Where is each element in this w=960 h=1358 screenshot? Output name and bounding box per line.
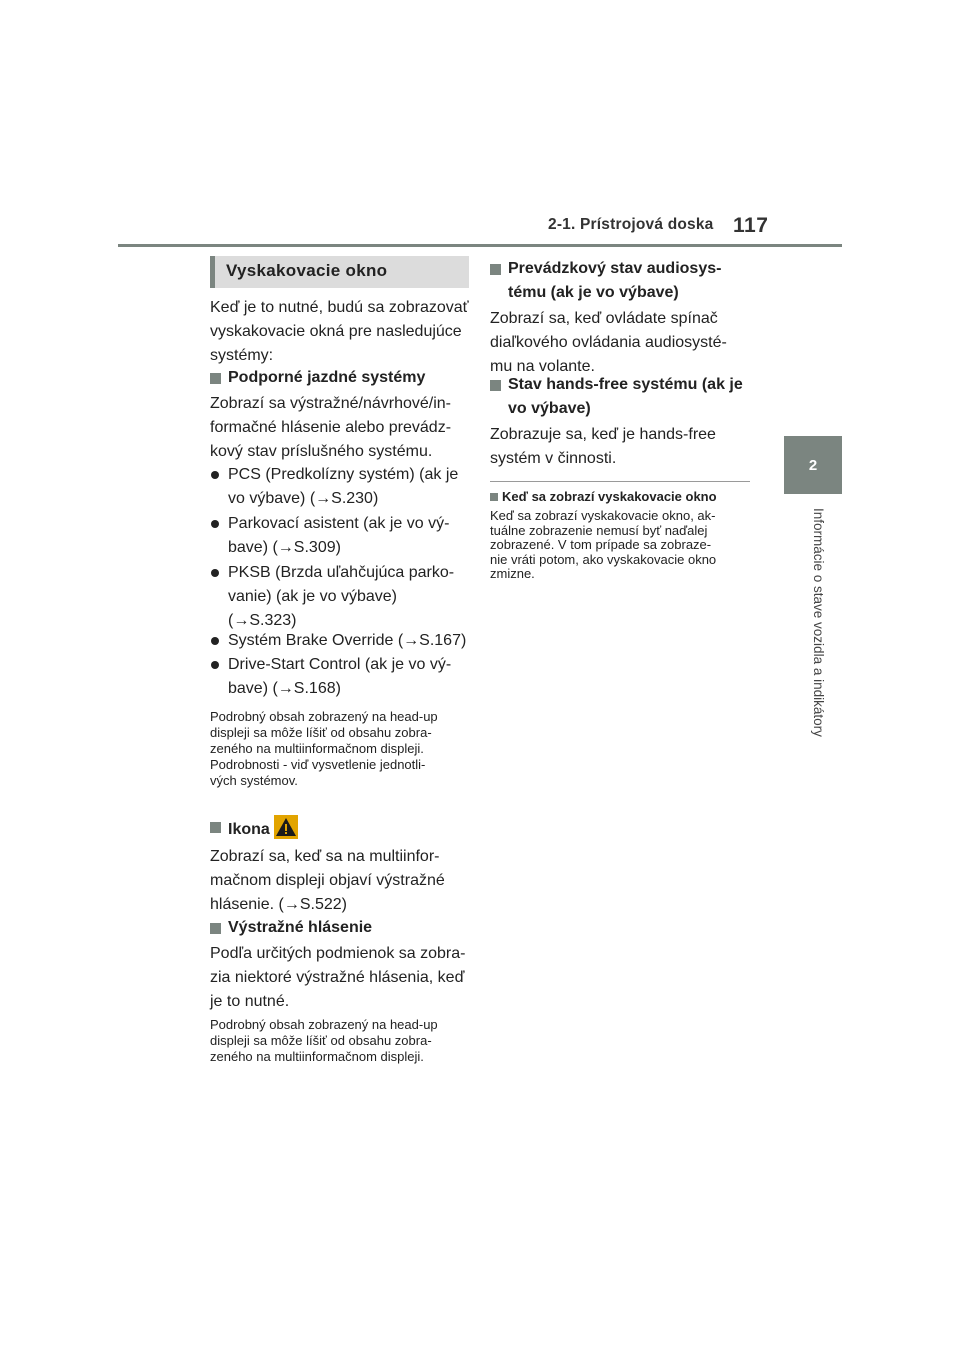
text-line: hlásenie. (→S.522): [210, 896, 347, 913]
text-line: Podrobnosti - viď vysvetlenie jednotli-: [210, 757, 426, 772]
square-bullet-icon: [210, 822, 221, 833]
audio-status-paragraph: [490, 307, 752, 379]
text-line: Podrobný obsah zobrazený na head-up: [210, 709, 438, 724]
text-line: kový stav príslušného systému.: [210, 443, 433, 460]
text-line: zeného na multiinformačnom displeji.: [210, 741, 424, 756]
text-line: vo výbave) (→S.230): [228, 490, 379, 507]
section-title: Vyskakovacie okno: [226, 261, 388, 280]
heading-text: vo výbave): [508, 400, 591, 417]
text-line: zmizne.: [490, 566, 535, 581]
square-bullet-icon: [210, 923, 221, 934]
header-rule: [118, 244, 842, 247]
text-line: PCS (Predkolízny systém) (ak je: [228, 466, 459, 483]
icon-paragraph: [210, 845, 472, 917]
text-line: systém v činnosti.: [490, 450, 617, 467]
heading-warning-message: [210, 916, 472, 940]
text-line: Zobrazuje sa, keď je hands-free: [490, 426, 716, 443]
text-line: zia niektoré výstražné hlásenia, keď: [210, 969, 465, 986]
text-line: Systém Brake Override (→S.167): [228, 632, 467, 649]
text-line: nie vráti potom, ako vyskakovacie okno: [490, 551, 717, 567]
text-line: mu na volante.: [490, 358, 595, 375]
heading-text: Prevádzkový stav audiosys-: [508, 260, 722, 277]
text-line: Podrobný obsah zobrazený na head-up: [210, 1017, 438, 1032]
text-line: formačné hlásenie alebo prevádz-: [210, 419, 452, 436]
text-line: systémy:: [210, 347, 274, 364]
heading-text: tému (ak je vo výbave): [508, 284, 679, 301]
text-line: displeji sa môže líšiť od obsahu zobra-: [210, 725, 432, 740]
text-line: Keď sa zobrazí vyskakovacie okno, ak-: [490, 508, 716, 523]
text-line: diaľkového ovládania audiosysté-: [490, 334, 727, 351]
divider: [490, 481, 750, 482]
bullet-dot-icon: [211, 471, 219, 479]
bullet-dot-icon: [211, 637, 219, 645]
info-heading: [490, 489, 752, 505]
text-line: bave) (→S.168): [228, 680, 341, 697]
intro-paragraph: [210, 296, 472, 368]
text-line: Keď je to nutné, budú sa zobrazovať: [210, 299, 469, 316]
text-line: mačnom displeji objaví výstražné: [210, 872, 445, 889]
hands-free-paragraph: [490, 423, 752, 471]
list-item: [210, 629, 490, 653]
bullet-list: [210, 463, 472, 697]
square-bullet-icon: [490, 380, 501, 391]
text-line: PKSB (Brzda uľahčujúca parko-: [228, 564, 455, 581]
info-title: Keď sa zobrazí vyskakovacie okno: [502, 489, 717, 504]
heading-driving-systems: [210, 366, 472, 390]
heading-hands-free: [490, 373, 752, 421]
text-line: vyskakovacie okná pre nasledujúce: [210, 323, 462, 340]
heading-audio-status: [490, 257, 752, 305]
section-title-box: [210, 256, 469, 288]
heading-text: Výstražné hlásenie: [228, 919, 373, 936]
text-line: vých systémov.: [210, 773, 298, 788]
text-line: Zobrazí sa, keď ovládate spínač: [490, 310, 718, 327]
warning-message-paragraph: [210, 942, 476, 1014]
text-line: Drive-Start Control (ak je vo vý-: [228, 656, 452, 673]
text-line: displeji sa môže líšiť od obsahu zobra-: [210, 1033, 432, 1048]
square-bullet-icon: [490, 264, 501, 275]
chapter-title-text: Informácie o stave vozidla a indikátory: [811, 508, 826, 737]
heading-text: Ikona: [228, 821, 270, 838]
section-header: 2-1. Prístrojová doska: [548, 216, 714, 233]
note-hud-2: [210, 1017, 472, 1065]
bullet-dot-icon: [211, 520, 219, 528]
heading-text: Stav hands-free systému (ak je: [508, 376, 743, 393]
text-line: Parkovací asistent (ak je vo vý-: [228, 515, 450, 532]
text-line: (→S.323): [228, 612, 297, 629]
text-line: Zobrazí sa výstražné/návrhové/in-: [210, 395, 451, 412]
text-line: zeného na multiinformačnom displeji.: [210, 1049, 424, 1064]
bullet-dot-icon: [211, 661, 219, 669]
note-hud: [210, 709, 472, 789]
square-bullet-icon: [210, 373, 221, 384]
info-paragraph: [490, 509, 752, 582]
square-bullet-icon: [490, 493, 498, 501]
text-line: Zobrazí sa, keď sa na multiinfor-: [210, 848, 440, 865]
text-line: Podľa určitých podmienok sa zobra-: [210, 945, 466, 962]
page-number: 117: [733, 214, 769, 237]
list-item: [210, 561, 490, 633]
heading-text: Podporné jazdné systémy: [228, 369, 426, 386]
bullet-dot-icon: [211, 569, 219, 577]
heading-icon: [210, 815, 472, 842]
list-item: [210, 512, 490, 560]
text-line: je to nutné.: [210, 993, 290, 1010]
text-line: vanie) (ak je vo výbave): [228, 588, 397, 605]
text-line: bave) (→S.309): [228, 539, 341, 556]
text-line: zobrazené. V tom prípade sa zobraze-: [490, 537, 712, 552]
warning-triangle-icon: [274, 815, 298, 839]
driving-systems-paragraph: [210, 392, 472, 464]
list-item: [210, 653, 490, 701]
chapter-tab: 2: [784, 436, 842, 494]
list-item: [210, 463, 472, 511]
chapter-title: [784, 508, 842, 768]
text-line: tuálne zobrazenie nemusí byť naďalej: [490, 522, 708, 538]
